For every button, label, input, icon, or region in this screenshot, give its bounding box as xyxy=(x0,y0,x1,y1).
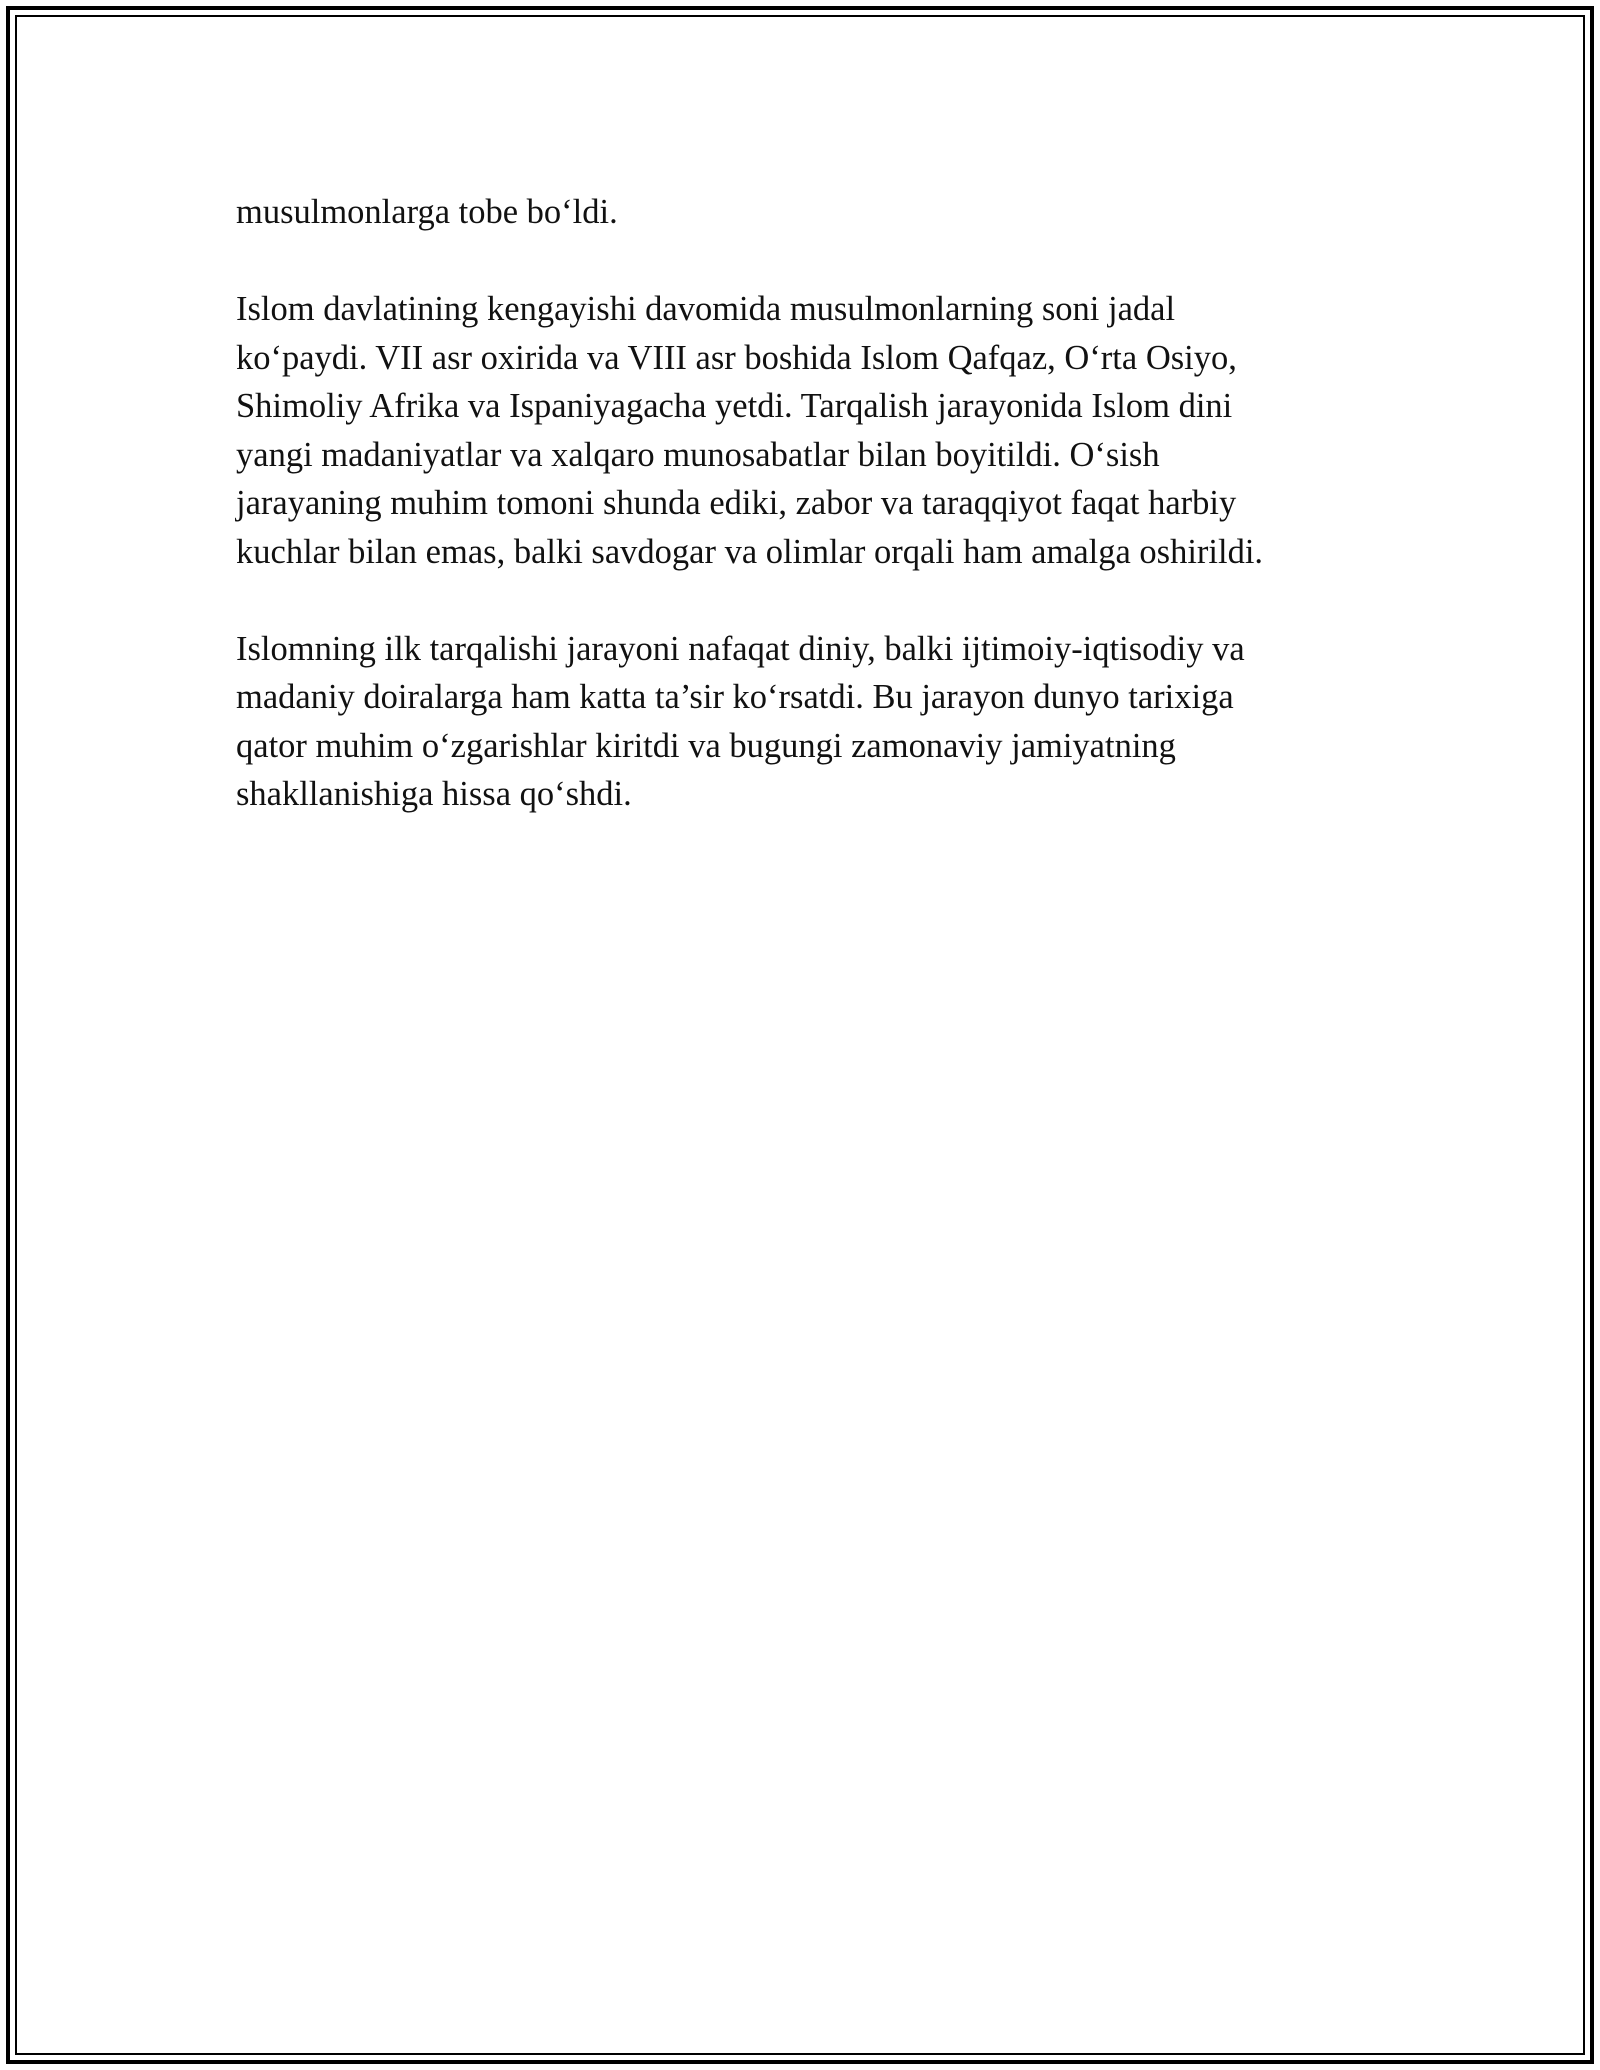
paragraph-2 xyxy=(236,285,1356,576)
text-line: qator muhim o‘zgarishlar kiritdi va bugungi zamonaviy jamiyatning xyxy=(236,726,1176,765)
text-line: kuchlar bilan emas, balki savdogar va olimlar orqali ham amalga oshirildi. xyxy=(236,532,1264,571)
paragraph-1 xyxy=(236,188,1356,237)
text-line: yangi madaniyatlar va xalqaro munosabatlar bilan boyitildi. O‘sish xyxy=(236,435,1160,474)
text-line: Shimoliy Afrika va Ispaniyagacha yetdi. Tarqalish jarayonida Islom dini xyxy=(236,387,1233,425)
text-line: jarayaning muhim tomoni shunda ediki, zabor va taraqqiyot faqat harbiy xyxy=(236,484,1237,522)
text-line: ko‘paydi. VII asr oxirida va VIII asr boshida Islom Qafqaz, O‘rta Osiyo, xyxy=(236,338,1237,377)
text-line: Islomning ilk tarqalishi jarayoni nafaqat diniy, balki ijtimoiy-iqtisodiy va xyxy=(236,629,1245,668)
paragraph-3 xyxy=(236,625,1356,819)
text-line: musulmonlarga tobe bo‘ldi. xyxy=(236,193,618,231)
text-line: shakllanishiga hissa qo‘shdi. xyxy=(236,775,632,813)
text-line: Islom davlatining kengayishi davomida musulmonlarning soni jadal xyxy=(236,290,1176,328)
text-line: madaniy doiralarga ham katta ta’sir ko‘rsatdi. Bu jarayon dunyo tarixiga xyxy=(236,678,1234,716)
document-body xyxy=(236,188,1356,867)
